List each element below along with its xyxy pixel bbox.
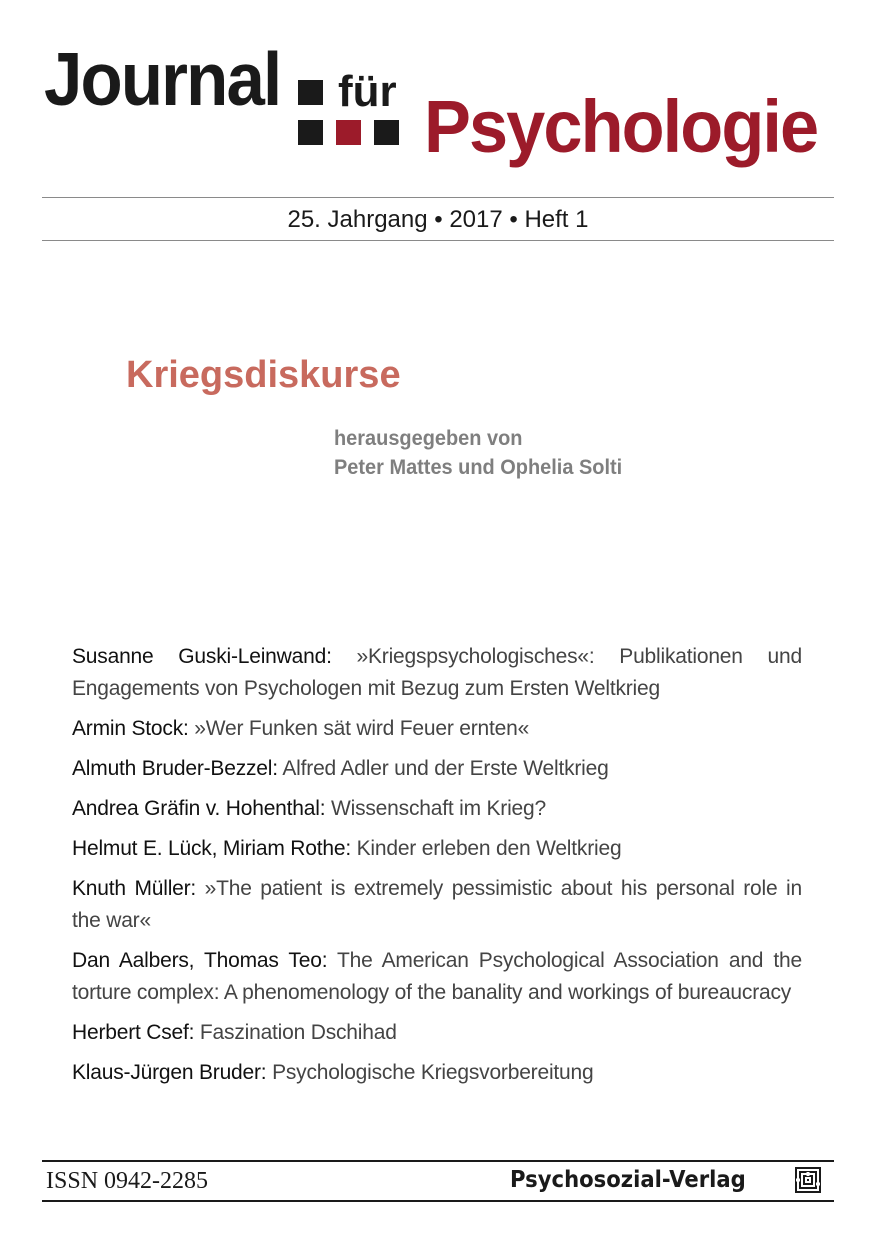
toc-entry bbox=[72, 753, 802, 785]
maze-logo-icon bbox=[795, 1167, 821, 1193]
logo-square bbox=[298, 80, 323, 105]
toc-entry bbox=[72, 1057, 802, 1089]
toc-title: »The patient is extremely pessimistic about his personal role in the war« bbox=[72, 877, 802, 932]
toc-title: »Wer Funken sät wird Feuer ernten« bbox=[188, 717, 530, 740]
toc-author: Knuth Müller: bbox=[72, 877, 197, 900]
toc-entry bbox=[72, 1017, 802, 1049]
toc-title: Wissenschaft im Krieg? bbox=[325, 797, 546, 820]
toc-entry bbox=[72, 945, 802, 1009]
toc-entry bbox=[72, 833, 802, 865]
theme-title: Kriegsdiskurse bbox=[126, 354, 401, 396]
divider-top bbox=[42, 197, 834, 198]
toc-author: Helmut E. Lück, Miriam Rothe: bbox=[72, 837, 351, 860]
fuer-word: für bbox=[338, 67, 397, 116]
toc-entry bbox=[72, 641, 802, 705]
psychologie-word: Psychologie bbox=[424, 85, 818, 168]
footer-divider-bottom bbox=[42, 1200, 834, 1202]
issue-line: 25. Jahrgang • 2017 • Heft 1 bbox=[287, 206, 589, 233]
logo-square bbox=[374, 120, 399, 145]
issn-number: ISSN 0942-2285 bbox=[46, 1168, 209, 1194]
toc-title: Kinder erleben den Weltkrieg bbox=[350, 837, 622, 860]
toc-author: Almuth Bruder-Bezzel: bbox=[72, 757, 278, 780]
toc-author: Dan Aalbers, Thomas Teo: bbox=[72, 949, 328, 972]
toc-title: The American Psychological Association and the torture complex: A phenomenology of the banality and workings of bureaucracy bbox=[72, 949, 802, 1004]
editors-block bbox=[334, 424, 637, 482]
table-of-contents bbox=[72, 641, 802, 1097]
footer-divider-top bbox=[42, 1160, 834, 1162]
toc-author: Herbert Csef: bbox=[72, 1021, 195, 1044]
editors-names: Peter Mattes und Ophelia Solti bbox=[334, 456, 623, 479]
toc-author: Andrea Gräfin v. Hohenthal: bbox=[72, 797, 326, 820]
logo-square-red bbox=[336, 120, 361, 145]
edited-by-label: herausgegeben von bbox=[334, 427, 523, 450]
toc-title: »Kriegspsychologisches«: Publikationen und Engagements von Psychologen mit Bezug zum Ersten Weltkrieg bbox=[72, 645, 802, 700]
toc-author: Klaus-Jürgen Bruder: bbox=[72, 1061, 267, 1084]
toc-entry bbox=[72, 793, 802, 825]
toc-title: Alfred Adler und der Erste Weltkrieg bbox=[277, 757, 609, 780]
journal-word: Journal bbox=[44, 37, 281, 121]
divider-issue-bottom bbox=[42, 240, 834, 241]
toc-entry bbox=[72, 873, 802, 937]
toc-author: Armin Stock: bbox=[72, 717, 189, 740]
toc-title: Psychologische Kriegsvorbereitung bbox=[266, 1061, 594, 1084]
publisher-name: Psychosozial-Verlag bbox=[510, 1167, 746, 1193]
logo-square bbox=[298, 120, 323, 145]
toc-author: Susanne Guski-Leinwand: bbox=[72, 645, 332, 668]
toc-entry bbox=[72, 713, 802, 745]
toc-title: Faszination Dschihad bbox=[194, 1021, 397, 1044]
